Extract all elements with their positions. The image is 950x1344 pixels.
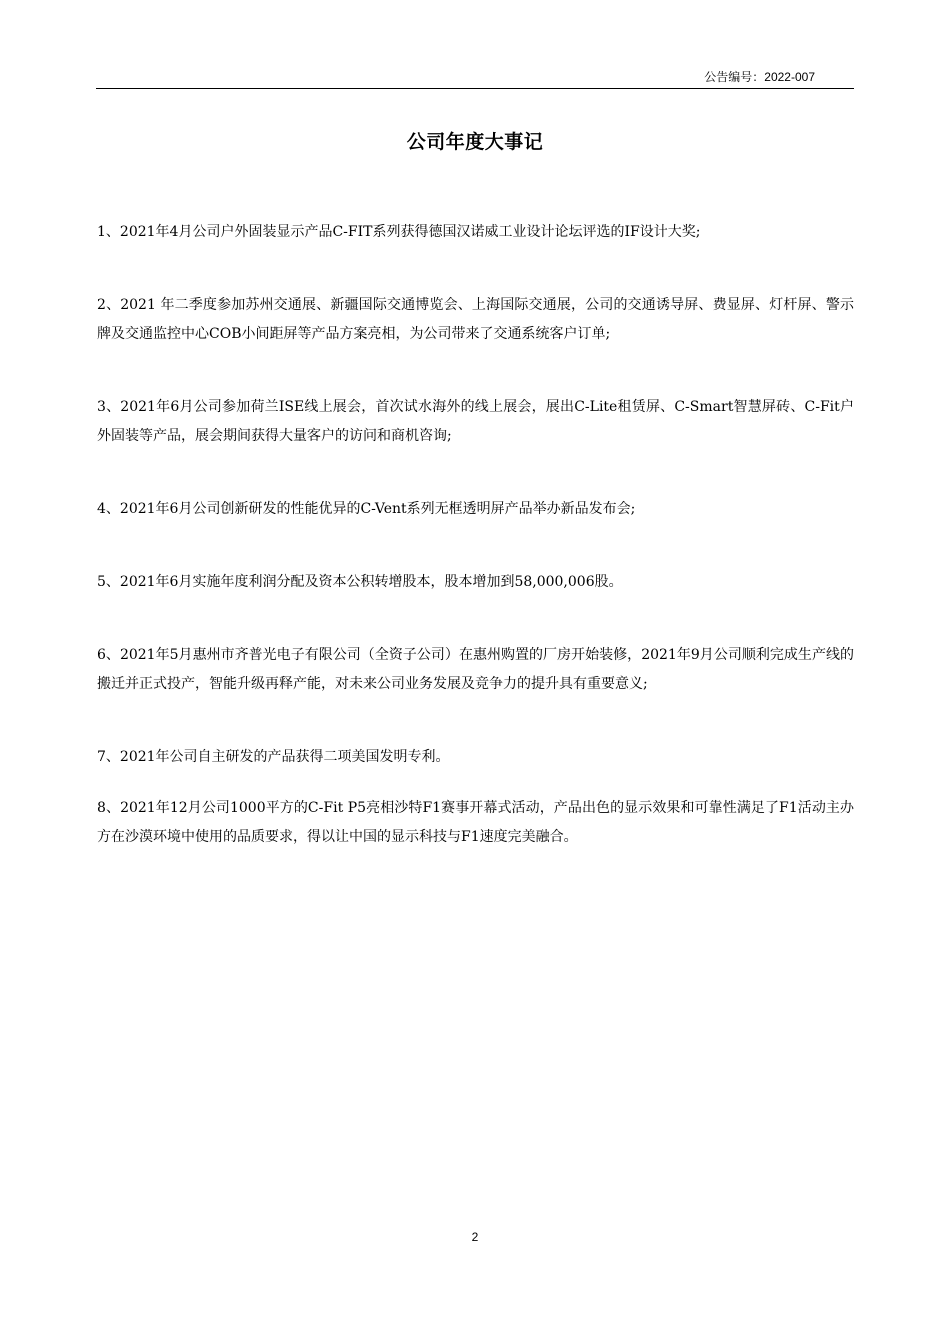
event-item-3: 3、2021年6月公司参加荷兰ISE线上展会，首次试水海外的线上展会，展出C-Lite租赁屏、C-Smart智慧屏砖、C-Fit户外固装等产品，展会期间获得大量客户的访问和商机咨询;	[97, 399, 854, 444]
announcement-code: 公告编号：2022-007	[704, 70, 815, 84]
event-item-1: 1、2021年4月公司户外固装显示产品C-FIT系列获得德国汉诺威工业设计论坛评选的IF设计大奖;	[97, 224, 701, 240]
page-number: 2	[471, 1230, 479, 1244]
event-item-6: 6、2021年5月惠州市齐普光电子有限公司（全资子公司）在惠州购置的厂房开始装修，2021年9月公司顺利完成生产线的搬迁并正式投产，智能升级再释产能，对未来公司业务发展及竞争力的提升具有重要意义;	[97, 647, 854, 692]
event-item-7: 7、2021年公司自主研发的产品获得二项美国发明专利。	[97, 749, 450, 765]
event-item-8: 8、2021年12月公司1000平方的C-Fit P5亮相沙特F1赛事开幕式活动，产品出色的显示效果和可靠性满足了F1活动主办方在沙漠环境中使用的品质要求，得以让中国的显示科技与F1速度完美融合。	[97, 800, 854, 845]
event-item-4: 4、2021年6月公司创新研发的性能优异的C-Vent系列无框透明屏产品举办新品发布会;	[97, 501, 636, 517]
event-list	[97, 218, 854, 852]
page-title: 公司年度大事记	[406, 131, 544, 153]
event-item-5: 5、2021年6月实施年度利润分配及资本公积转增股本，股本增加到58,000,006股。	[97, 574, 623, 590]
header-divider	[96, 88, 854, 89]
event-item-2: 2、2021 年二季度参加苏州交通展、新疆国际交通博览会、上海国际交通展，公司的交通诱导屏、费显屏、灯杆屏、警示牌及交通监控中心COB小间距屏等产品方案亮相，为公司带来了交通系统客户订单;	[97, 297, 854, 342]
